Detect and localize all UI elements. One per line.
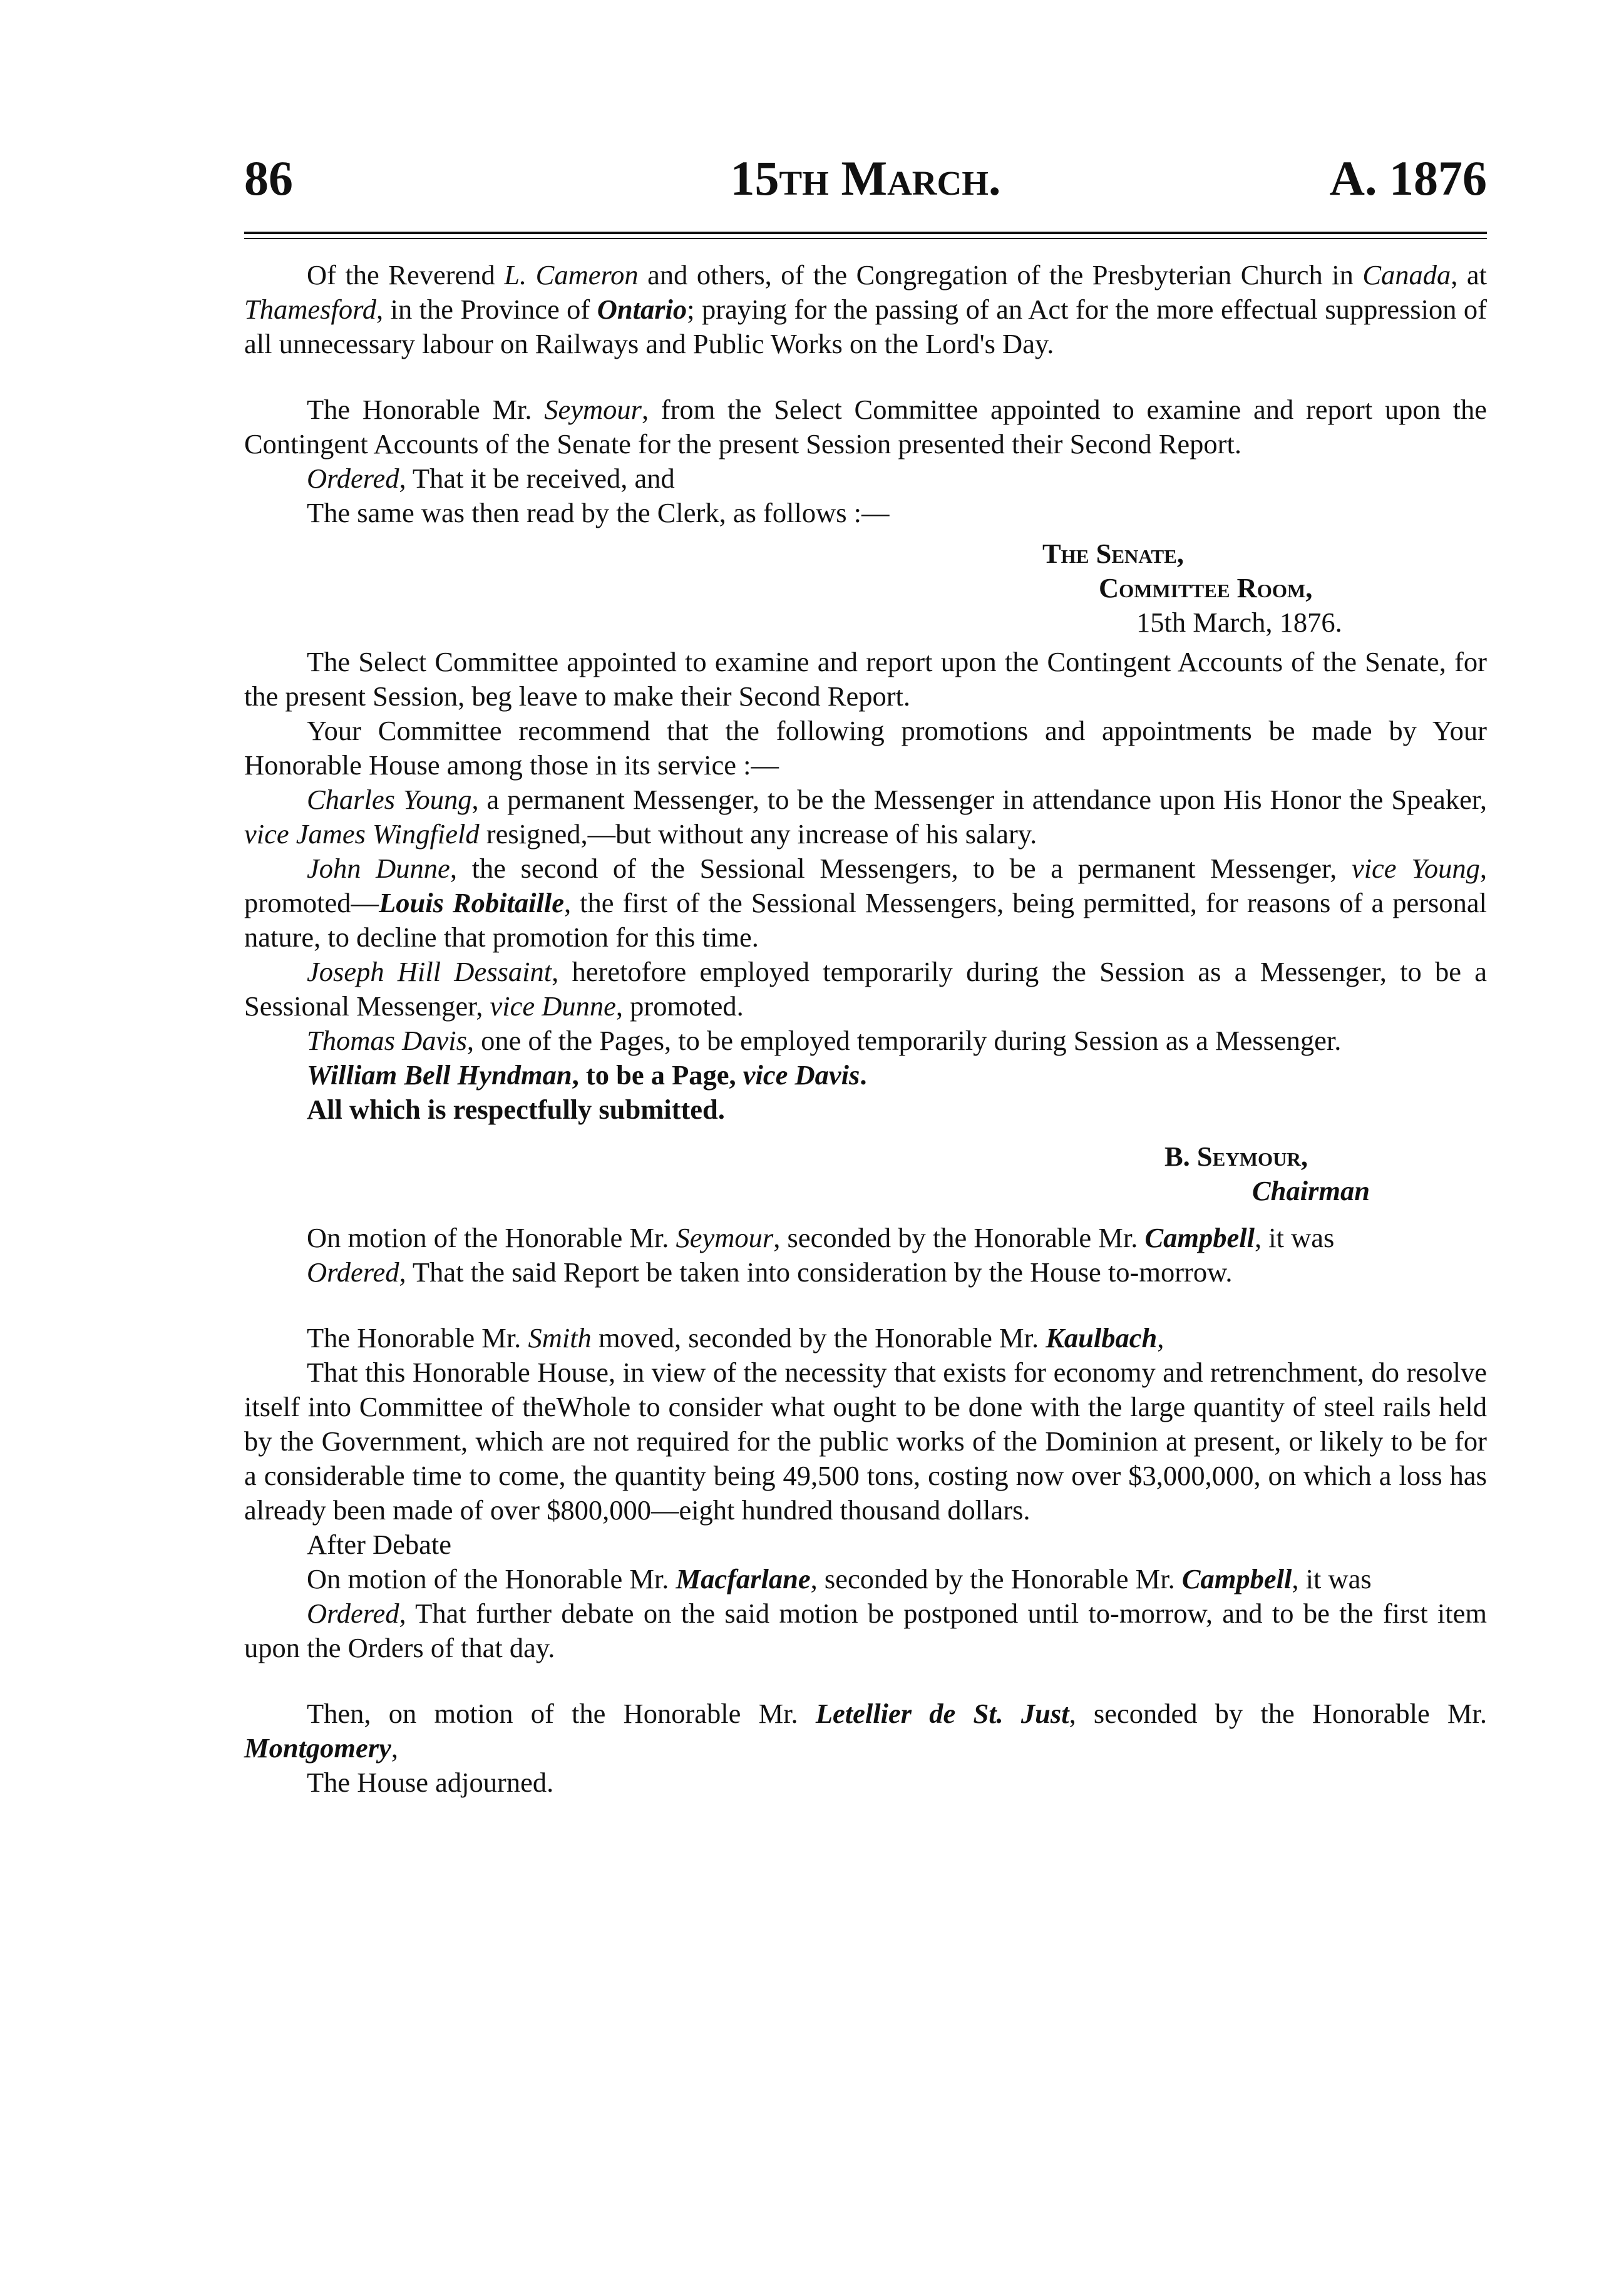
report-item-dunne: John Dunne, the second of the Sessional Messengers, to be a permanent Messenger, vice Young, promoted—Louis Robitaille, the first of the Sessional Messengers, being permitted, for reasons of a personal nature, to decline that promotion for this time. — [244, 853, 1488, 953]
report-intro: The Select Committee appointed to examine and report upon the Contingent Accounts of the Senate, for the present Session, beg leave to make their Second Report. — [244, 646, 1487, 712]
journal-body — [244, 258, 1487, 530]
committee-room-line: Committee Room, — [1099, 572, 1313, 603]
page-year: A. 1876 — [1329, 151, 1487, 205]
report-submitted: All which is respectfully submitted. — [307, 1094, 725, 1125]
motion2-intro: The Honorable Mr. Smith moved, seconded by the Honorable Mr. Kaulbach, — [307, 1322, 1164, 1353]
petition-paragraph: Of the Reverend L. Cameron and others, of the Congregation of the Presbyterian Church in Canada, at Thamesford, in the Province of Ontario; praying for the passing of an Act for the more effectual suppression of all unnecessary labour on Railways and Public Works on the Lord's Day. — [244, 259, 1488, 359]
senate-line: The Senate, — [1042, 538, 1184, 569]
after-debate: After Debate — [307, 1529, 452, 1560]
motion1-ordered: Ordered, That the said Report be taken into consideration by the House to-morrow. — [307, 1256, 1233, 1288]
report-item-davis: Thomas Davis, one of the Pages, to be employed temporarily during Session as a Messenger. — [307, 1025, 1342, 1056]
signature-name: B. Seymour, — [1164, 1141, 1308, 1172]
committee-read: The same was then read by the Clerk, as follows :— — [307, 497, 890, 528]
signature-block — [1164, 1139, 1487, 1208]
page-header — [244, 144, 1487, 219]
motion1-paragraph: On motion of the Honorable Mr. Seymour, seconded by the Honorable Mr. Campbell, it was — [307, 1222, 1335, 1253]
motion2-ordered: Ordered, That further debate on the said motion be postponed until to-morrow, and to be the first item upon the Orders of that day. — [244, 1598, 1487, 1663]
header-rules — [244, 232, 1487, 239]
report-body — [244, 645, 1487, 1127]
senate-heading — [1042, 537, 1487, 640]
committee-ordered: Ordered, That it be received, and — [307, 463, 675, 494]
header-rule-thick — [244, 232, 1487, 234]
journal-page — [244, 144, 1487, 1800]
proceedings-body — [244, 1221, 1487, 1800]
house-adjourned: The House adjourned. — [307, 1767, 554, 1798]
report-item-dessaint: Joseph Hill Dessaint, heretofore employed temporarily during the Session as a Messenger, to be a Sessional Messenger, vice Dunne, promoted. — [244, 956, 1487, 1022]
report-date-line: 15th March, 1876. — [1136, 607, 1342, 638]
report-item-young: Charles Young, a permanent Messenger, to be the Messenger in attendance upon His Honor the Speaker, vice James Wingfield resigned,—but without any increase of his salary. — [244, 784, 1487, 850]
report-item-hyndman: William Bell Hyndman, to be a Page, vice Davis. — [307, 1059, 867, 1091]
report-recommend: Your Committee recommend that the following promotions and appointments be made by Your Honorable House among those in its service :— — [244, 715, 1487, 781]
header-rule-thin — [244, 238, 1487, 239]
committee-report-paragraph: The Honorable Mr. Seymour, from the Select Committee appointed to examine and report upon the Contingent Accounts of the Senate for the present Session presented their Second Report. — [244, 394, 1487, 460]
adjourn-motion: Then, on motion of the Honorable Mr. Letellier de St. Just, seconded by the Honorable Mr. Montgomery, — [244, 1698, 1487, 1764]
signature-title: Chairman — [1252, 1175, 1370, 1206]
page-number: 86 — [244, 151, 293, 205]
motion2-postpone: On motion of the Honorable Mr. Macfarlane, seconded by the Honorable Mr. Campbell, it was — [307, 1563, 1372, 1595]
motion2-body: That this Honorable House, in view of the necessity that exists for economy and retrenchment, do resolve itself into Committee of theWhole to consider what ought to be done with the large quantity of steel rails held by the Government, which are not required for the public works of the Dominion at present, or likely to be for a considerable time to come, the quantity being 49,500 tons, costing now over $3,000,000, on which a loss has already been made of over $800,000—eight hundred thousand dollars. — [244, 1357, 1487, 1526]
page-title: 15th March. — [730, 151, 1001, 205]
